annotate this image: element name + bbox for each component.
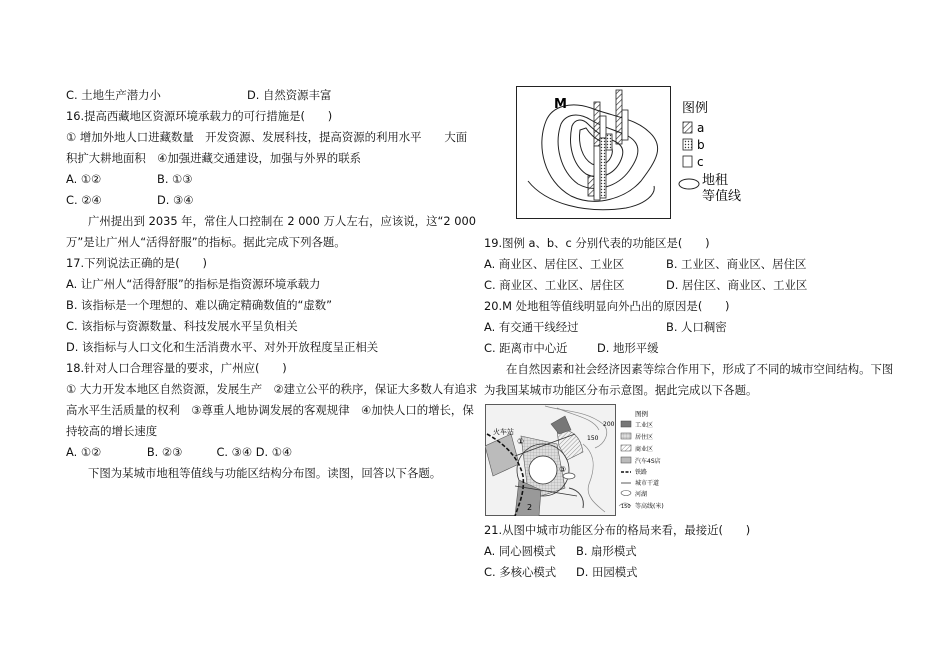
q19-option-b: B. 工业区、商业区、居住区 xyxy=(666,257,807,271)
zone-a-block xyxy=(588,176,594,196)
legend-contour-label: 等高线(米) xyxy=(635,503,664,510)
legend-4s-swatch xyxy=(621,457,631,463)
legend-b-swatch xyxy=(683,139,692,150)
q19-option-d: D. 居住区、商业区、工业区 xyxy=(666,278,808,292)
q20-option-b: B. 人口稠密 xyxy=(666,320,727,334)
q20-option-a: A. 有交通干线经过 xyxy=(484,320,579,334)
q18-stem: 18.针对人口合理容量的要求，广州应( ) xyxy=(66,361,287,375)
q20-stem: 20.M 处地租等值线明显向外凸出的原因是( ) xyxy=(484,299,730,313)
marker-2: 2 xyxy=(527,503,533,512)
zone-c-block xyxy=(622,110,628,140)
q15-option-c: C. 土地生产潜力小 xyxy=(66,88,161,102)
legend-residential-label: 居住区 xyxy=(635,434,654,441)
legend-commercial-label: 商业区 xyxy=(635,446,654,453)
q20-option-c: C. 距离市中心近 xyxy=(484,341,568,355)
legend-a-label: a xyxy=(697,121,705,135)
q16-statements-line2: 积扩大耕地面积 ④加强进藏交通建设，加强与外界的联系 xyxy=(66,151,361,165)
legend-contour-line1: 地租 xyxy=(702,173,729,188)
city-zones-svg xyxy=(485,404,677,516)
q19-stem: 19.图例 a、b、c 分别代表的功能区是( ) xyxy=(484,236,710,250)
legend-industry-swatch xyxy=(621,421,631,427)
q16-option-a: A. ①② xyxy=(66,172,102,186)
city-intro-line2: 为我国某城市功能区分布示意图。据此完成以下各题。 xyxy=(484,383,758,397)
legend-rail-label: 铁路 xyxy=(635,469,648,476)
fig2-legend-title: 图例 xyxy=(635,410,648,418)
q19-option-a: A. 商业区、居住区、工业区 xyxy=(484,257,625,271)
zone-c-block xyxy=(594,146,600,200)
q21-option-b: B. 扇形模式 xyxy=(576,544,637,558)
commercial-center xyxy=(529,456,557,484)
q17-option-a: A. 让广州人“活得舒服”的指标是指资源环境承载力 xyxy=(66,277,321,291)
legend-c-label: c xyxy=(697,155,704,169)
q21-option-a: A. 同心圆模式 xyxy=(484,544,556,558)
legend-road-label: 城市干道 xyxy=(635,480,660,487)
legend-contour-value: 150 xyxy=(621,504,631,510)
zone-a-block xyxy=(594,102,600,146)
legend-lake-label: 河湖 xyxy=(635,491,648,498)
legend-contour-line2: 等值线 xyxy=(702,189,742,204)
guangzhou-intro-line1: 广州提出到 2035 年，常住人口控制在 2 000 万人左右，应该说，这“2 000 xyxy=(88,214,476,228)
zone-c-block xyxy=(600,116,606,138)
q15-option-d: D. 自然资源丰富 xyxy=(247,88,332,102)
q18-statements-line2: 高水平生活质量的权利 ③尊重人地协调发展的客观规律 ④加快人口的增长，保 xyxy=(66,403,474,417)
train-station-label: 火车站 xyxy=(493,428,514,436)
q21-option-d: D. 田园模式 xyxy=(576,565,638,579)
legend-a-swatch xyxy=(683,122,692,133)
q17-option-b: B. 该指标是一个理想的、难以确定精确数值的“虚数” xyxy=(66,298,333,312)
rent-contour-figure xyxy=(516,86,756,224)
legend-commercial-swatch xyxy=(621,445,631,451)
q16-statements-line1: ① 增加外地人口进藏数量 开发资源、发展科技，提高资源的利用水平 大面 xyxy=(66,130,468,144)
q17-option-c: C. 该指标与资源数量、科技发展水平呈负相关 xyxy=(66,319,298,333)
zone-b-block xyxy=(600,138,606,198)
legend-c-swatch xyxy=(683,156,692,167)
rent-contour-svg xyxy=(516,86,756,220)
q16-option-c: C. ②④ xyxy=(66,193,102,207)
legend-4s-label: 汽车4S店 xyxy=(635,458,661,465)
q18-statements-line1: ① 大力开发本地区自然资源，发展生产 ②建立公平的秩序，保证大多数人有追求 xyxy=(66,382,478,396)
q18-statements-line3: 持较高的增长速度 xyxy=(66,424,158,438)
q16-option-d: D. ③④ xyxy=(157,193,194,207)
figure-intro: 下图为某城市地租等值线与功能区结构分布图。读图，回答以下各题。 xyxy=(88,466,442,480)
legend-b-label: b xyxy=(697,138,705,152)
legend-contour-swatch xyxy=(679,179,699,189)
q17-stem: 17.下列说法正确的是( ) xyxy=(66,256,207,270)
q21-stem: 21.从图中城市功能区分布的格局来看，最接近( ) xyxy=(484,523,751,537)
city-zones-figure xyxy=(485,404,677,520)
q20-option-d: D. 地形平缓 xyxy=(597,341,659,355)
city-intro-line1: 在自然因素和社会经济因素等综合作用下，形成了不同的城市空间结构。下图 xyxy=(506,362,894,376)
legend-industry-label: 工业区 xyxy=(635,422,654,429)
label-m: M xyxy=(554,97,567,112)
legend-lake-swatch xyxy=(621,491,631,496)
guangzhou-intro-line2: 万”是让广州人“活得舒服”的指标。据此完成下列各题。 xyxy=(66,235,346,249)
q19-option-c: C. 商业区、工业区、居住区 xyxy=(484,278,625,292)
legend-residential-swatch xyxy=(621,433,631,439)
fig1-legend-title: 图例 xyxy=(682,101,709,116)
q17-option-d: D. 该指标与人口文化和生活消费水平、对外开放程度呈正相关 xyxy=(66,340,379,354)
zone-b-block xyxy=(606,134,612,150)
contour-label-200: 200 xyxy=(603,421,615,428)
q21-option-c: C. 多核心模式 xyxy=(484,565,557,579)
q16-option-b: B. ①③ xyxy=(157,172,193,186)
zone-a-block xyxy=(616,90,622,144)
marker-1: ① xyxy=(517,437,525,446)
contour-label-150: 150 xyxy=(587,435,599,442)
marker-3: ③ xyxy=(559,465,567,474)
q16-stem: 16.提高西藏地区资源环境承载力的可行措施是( ) xyxy=(66,109,333,123)
q18-options: A. ①② B. ②③ C. ③④ D. ①④ xyxy=(66,445,293,459)
